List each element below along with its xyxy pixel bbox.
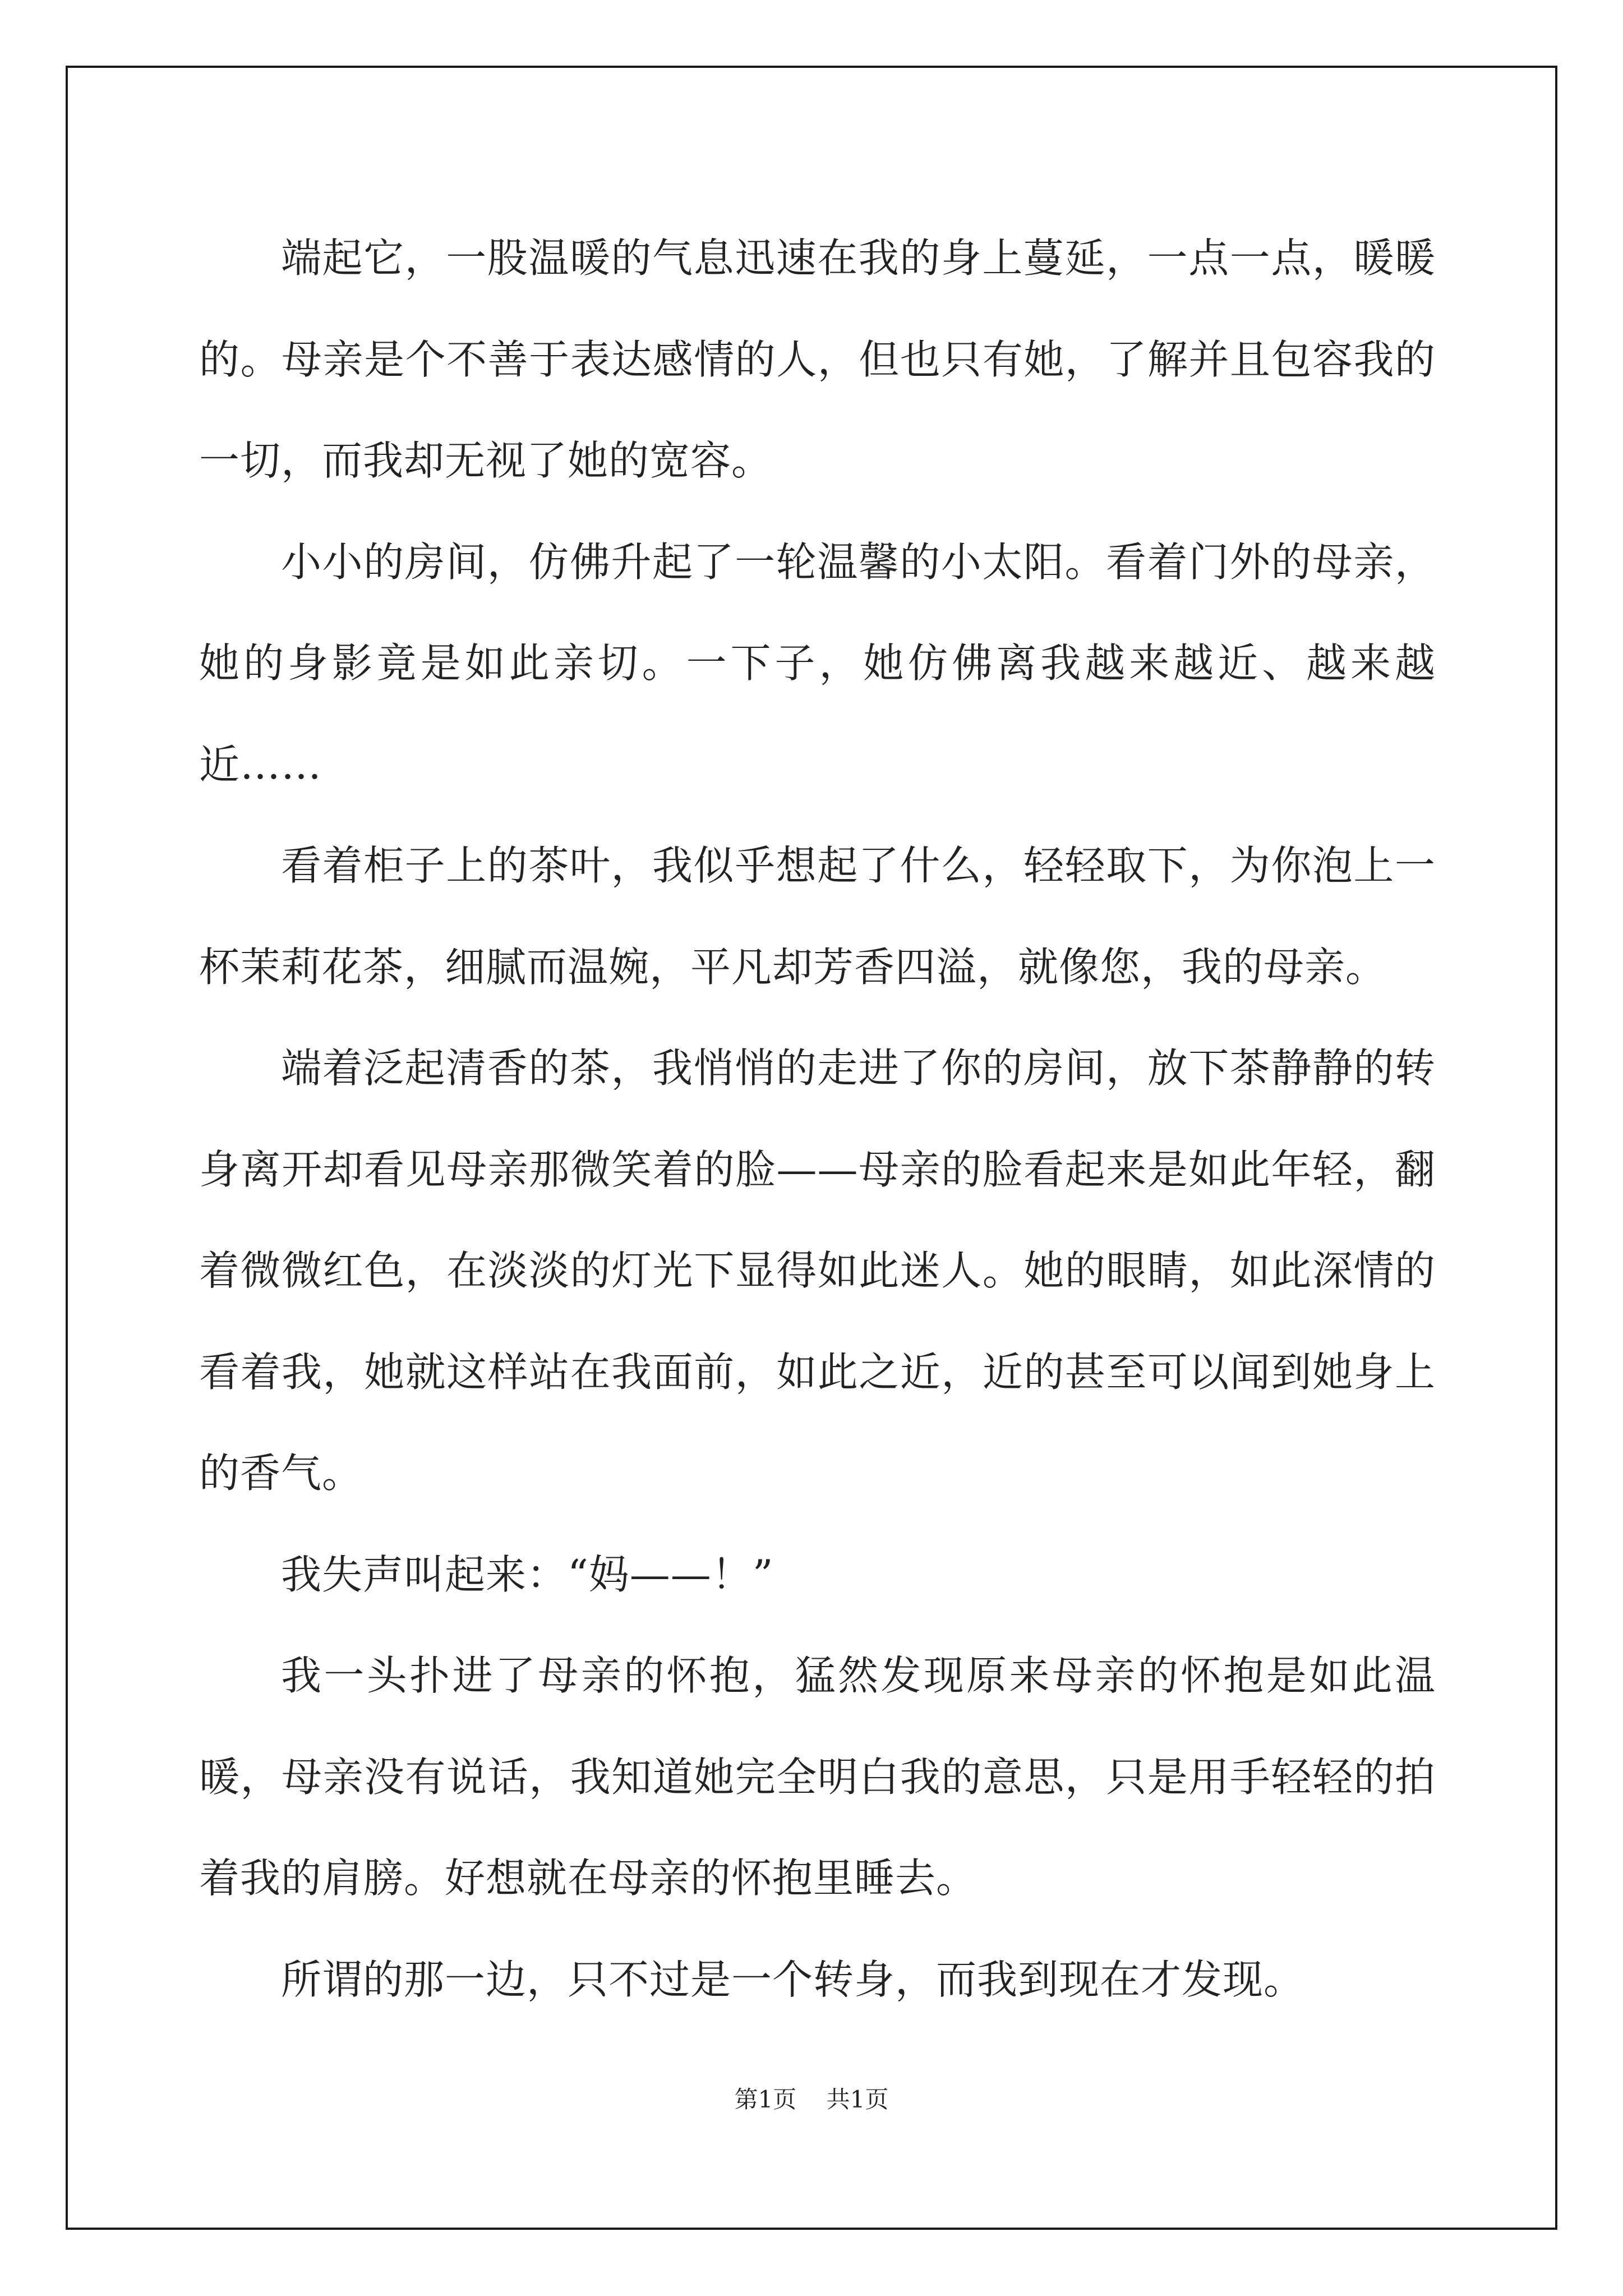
paragraph: 我失声叫起来：“妈——！” xyxy=(281,1550,774,1598)
paragraph: 我一头扑进了母亲的怀抱，猛然发现原来母亲的怀抱是如此温暖，母亲没有说话，我知道她完全明白我的意思，只是用手轻轻的拍着我的肩膀。好想就在母亲的怀抱里睡去。 xyxy=(199,1652,1436,1902)
page-number: 第1页 xyxy=(734,2086,797,2113)
document-body xyxy=(199,208,1436,2030)
paragraph: 看着柜子上的茶叶，我似乎想起了什么，轻轻取下，为你泡上一杯茉莉花茶，细腻而温婉，平凡却芳香四溢，就像您，我的母亲。 xyxy=(199,842,1436,991)
page-total: 共1页 xyxy=(826,2086,889,2113)
paragraph: 所谓的那一边，只不过是一个转身，而我到现在才发现。 xyxy=(281,1955,1305,2003)
paragraph: 端起它，一股温暖的气息迅速在我的身上蔓延，一点一点，暖暖的。母亲是个不善于表达感情的人，但也只有她，了解并且包容我的一切，而我却无视了她的宽容。 xyxy=(199,234,1436,484)
paragraph: 小小的房间，仿佛升起了一轮温馨的小太阳。看着门外的母亲，她的身影竟是如此亲切。一下子，她仿佛离我越来越近、越来越近…… xyxy=(199,538,1436,788)
paragraph: 端着泛起清香的茶，我悄悄的走进了你的房间，放下茶静静的转身离开却看见母亲那微笑着的脸——母亲的脸看起来是如此年轻，翻着微微红色，在淡淡的灯光下显得如此迷人。她的眼睛，如此深情的看着我，她就这样站在我面前，如此之近，近的甚至可以闻到她身上的香气。 xyxy=(199,1045,1436,1497)
page-footer xyxy=(0,2081,1623,2115)
